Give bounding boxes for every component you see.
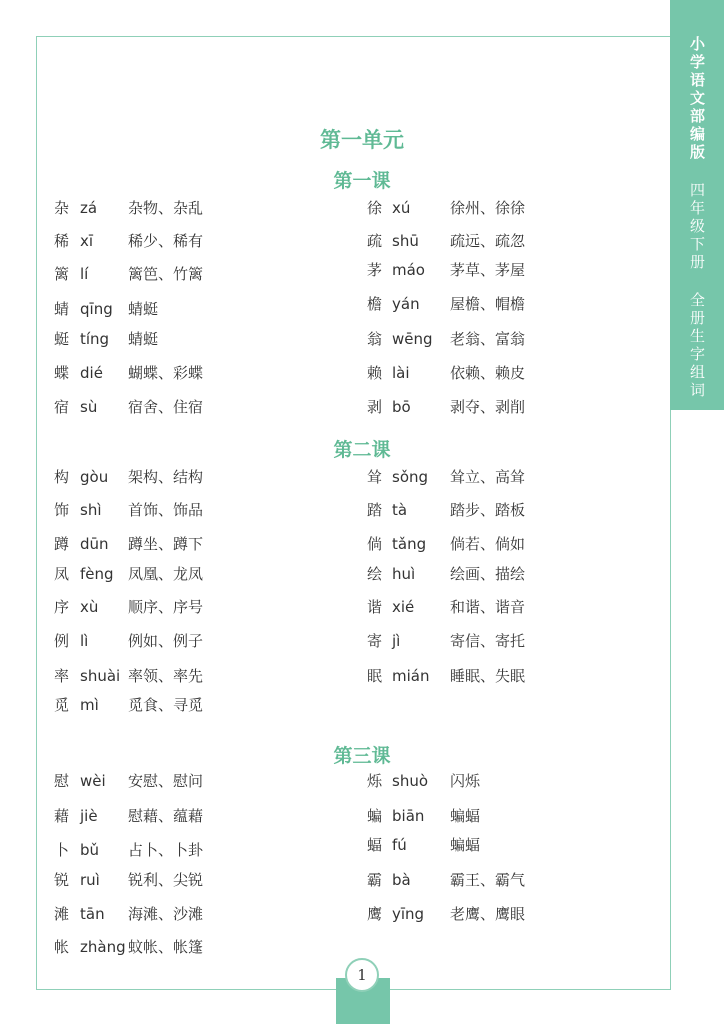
character: 绘 (367, 565, 383, 583)
pinyin: lài (392, 364, 410, 382)
pinyin: wēng (392, 330, 433, 348)
words: 凤凰、龙凤 (128, 565, 204, 583)
character: 稀 (54, 232, 70, 250)
words: 徐州、徐徐 (450, 199, 526, 217)
words: 剥夺、剥削 (450, 398, 526, 416)
character: 踏 (367, 501, 383, 519)
pinyin: jiè (80, 807, 98, 825)
words: 和谐、谐音 (450, 598, 526, 616)
pinyin: gòu (80, 468, 109, 486)
character: 檐 (367, 295, 383, 313)
pinyin: yīng (392, 905, 425, 923)
words: 蜻蜓 (128, 330, 159, 348)
pinyin: lì (80, 632, 89, 650)
pinyin: ruì (80, 871, 100, 889)
character: 霸 (367, 871, 383, 889)
words: 锐利、尖锐 (128, 871, 204, 889)
pinyin: shuò (392, 772, 429, 790)
words: 率领、率先 (128, 667, 204, 685)
unit-title: 第一单元 (320, 128, 404, 152)
pinyin: fèng (80, 565, 114, 583)
pinyin: tíng (80, 330, 110, 348)
pinyin: shū (392, 232, 419, 250)
pinyin: xī (80, 232, 94, 250)
words: 耸立、高耸 (450, 468, 526, 486)
character: 寄 (367, 632, 383, 650)
words: 霸王、霸气 (450, 871, 526, 889)
words: 屋檐、帽檐 (450, 295, 526, 313)
character: 杂 (54, 199, 70, 217)
character: 烁 (367, 772, 383, 790)
character: 卜 (54, 841, 70, 859)
series-title: 小学语文部编版 (688, 36, 706, 162)
words: 稀少、稀有 (128, 232, 204, 250)
character: 蜻 (54, 300, 70, 318)
lesson-title: 第三课 (333, 745, 391, 767)
character: 构 (54, 468, 70, 486)
words: 寄信、寄托 (450, 632, 526, 650)
words: 蝴蝶、彩蝶 (128, 364, 204, 382)
words: 首饰、饰品 (128, 501, 204, 519)
pinyin: huì (392, 565, 416, 583)
character: 赖 (367, 364, 383, 382)
subject-label: 全册生字组词 (688, 292, 706, 400)
words: 倘若、倘如 (450, 535, 526, 553)
side-tab (670, 0, 724, 410)
page-frame-right (670, 410, 671, 990)
words: 占卜、卜卦 (128, 841, 204, 859)
pinyin: xù (80, 598, 99, 616)
words: 依赖、赖皮 (450, 364, 526, 382)
pinyin: xié (392, 598, 415, 616)
character: 倘 (367, 535, 383, 553)
character: 眠 (367, 667, 383, 685)
words: 蝙蝠 (450, 807, 481, 825)
character: 蹲 (54, 535, 70, 553)
words: 篱笆、竹篱 (128, 265, 204, 283)
pinyin: qīng (80, 300, 113, 318)
words: 老鹰、鹰眼 (450, 905, 526, 923)
pinyin: xú (392, 199, 411, 217)
pinyin: shuài (80, 667, 121, 685)
pinyin: wèi (80, 772, 106, 790)
character: 谐 (367, 598, 383, 616)
character: 翁 (367, 330, 383, 348)
words: 踏步、踏板 (450, 501, 526, 519)
character: 蝠 (367, 836, 383, 854)
words: 疏远、疏忽 (450, 232, 526, 250)
pinyin: yán (392, 295, 420, 313)
character: 藉 (54, 807, 70, 825)
character: 蜓 (54, 330, 70, 348)
character: 滩 (54, 905, 70, 923)
words: 杂物、杂乱 (128, 199, 204, 217)
character: 蝶 (54, 364, 70, 382)
pinyin: fú (392, 836, 407, 854)
pinyin: lí (80, 265, 89, 283)
pinyin: máo (392, 261, 425, 279)
character: 徐 (367, 199, 383, 217)
character: 凤 (54, 565, 70, 583)
lesson-title: 第一课 (333, 170, 391, 192)
pinyin: biān (392, 807, 425, 825)
words: 觅食、寻觅 (128, 696, 204, 714)
pinyin: jì (392, 632, 401, 650)
pinyin: tǎng (392, 535, 427, 553)
character: 篱 (54, 265, 70, 283)
words: 茅草、茅屋 (450, 261, 526, 279)
pinyin: mián (392, 667, 430, 685)
pinyin: tān (80, 905, 105, 923)
pinyin: bō (392, 398, 411, 416)
words: 蹲坐、蹲下 (128, 535, 204, 553)
words: 架构、结构 (128, 468, 204, 486)
pinyin: dié (80, 364, 103, 382)
character: 宿 (54, 398, 70, 416)
character: 率 (54, 667, 70, 685)
page-number: 1 (345, 958, 379, 992)
words: 闪烁 (450, 772, 481, 790)
pinyin: shì (80, 501, 102, 519)
character: 慰 (54, 772, 70, 790)
pinyin: sǒng (392, 468, 429, 486)
words: 安慰、慰问 (128, 772, 204, 790)
character: 鹰 (367, 905, 383, 923)
character: 序 (54, 598, 70, 616)
words: 例如、例子 (128, 632, 204, 650)
words: 老翁、富翁 (450, 330, 526, 348)
lesson-title: 第二课 (333, 439, 391, 461)
words: 绘画、描绘 (450, 565, 526, 583)
character: 剥 (367, 398, 383, 416)
words: 睡眠、失眠 (450, 667, 526, 685)
words: 海滩、沙滩 (128, 905, 204, 923)
character: 疏 (367, 232, 383, 250)
words: 顺序、序号 (128, 598, 204, 616)
character: 帐 (54, 938, 70, 956)
pinyin: sù (80, 398, 98, 416)
words: 蚊帐、帐篷 (128, 938, 204, 956)
words: 慰藉、蕴藉 (128, 807, 204, 825)
words: 蝙蝠 (450, 836, 481, 854)
character: 茅 (367, 261, 383, 279)
character: 例 (54, 632, 70, 650)
character: 耸 (367, 468, 383, 486)
pinyin: zá (80, 199, 98, 217)
pinyin: zhàng (80, 938, 126, 956)
character: 锐 (54, 871, 70, 889)
pinyin: tà (392, 501, 408, 519)
character: 觅 (54, 696, 70, 714)
words: 宿舍、住宿 (128, 398, 204, 416)
pinyin: dūn (80, 535, 109, 553)
grade-label: 四年级下册 (688, 182, 706, 272)
pinyin: mì (80, 696, 99, 714)
words: 蜻蜓 (128, 300, 159, 318)
pinyin: bà (392, 871, 411, 889)
pinyin: bǔ (80, 841, 100, 859)
character: 饰 (54, 501, 70, 519)
character: 蝙 (367, 807, 383, 825)
